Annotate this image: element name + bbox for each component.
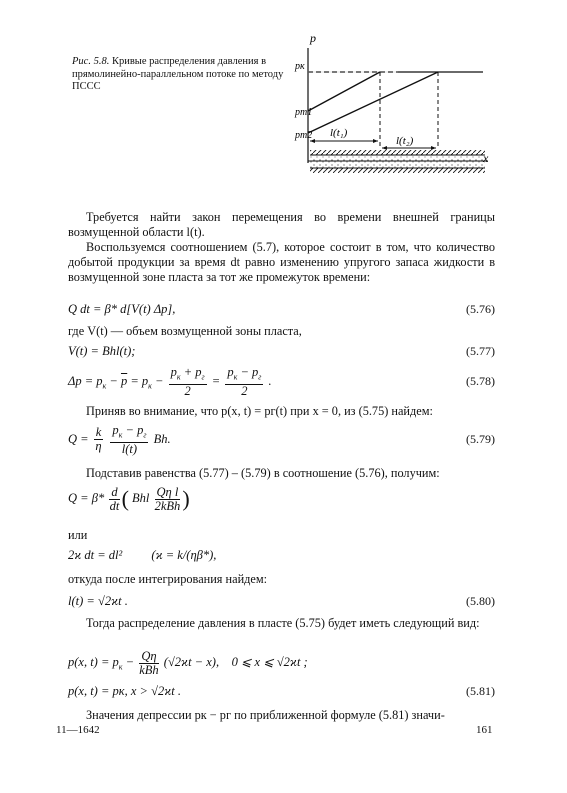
length-label-t2: l(t₂) — [396, 135, 414, 147]
paragraph-8: Значения депрессии pк − pг по приближенной формуле (5.81) значи- — [86, 708, 445, 722]
equation-5-81-body: p(x, t) = pк, x > √2ϰt . — [68, 684, 181, 698]
equation-5-77-body: V(t) = Bhl(t); — [68, 344, 136, 358]
footer-signature: 11—1642 — [56, 724, 100, 736]
profile-line-t2 — [308, 72, 438, 133]
equation-5-78-body: $\Delta p = p_к - \overline{p} = p_к$ − $\frac{p_к + p_г}{2}$ = $\frac{p_к - p_г}{2}$ . — [68, 365, 272, 398]
lower-boundary-hatch — [310, 168, 485, 173]
figure-caption — [72, 56, 290, 94]
paragraph-6: откуда после интегрирования найдем: — [68, 572, 268, 586]
equation-substitution: Q = β* $\frac{d}{dt}$ ( Bhl $\frac{\text{Qη l}}{\text{2kBh}}$ ) — [68, 485, 190, 513]
page-number: 161 — [476, 724, 493, 736]
equation-5-79-body: Q = $\frac{k}{\eta}$ $\frac{p_к - p_г}{l(t)}$ Bh. — [68, 423, 171, 456]
equation-5-76-body: Q dt = β* d[V(t) Δp], — [68, 302, 176, 316]
length-label-t1: l(t₁) — [330, 127, 348, 139]
equation-differential-body: 2ϰ dt = dl² — [68, 548, 123, 562]
equation-5-81-case2 — [68, 684, 495, 699]
equation-5-76-number: (5.76) — [466, 302, 495, 316]
equation-differential-note: (ϰ = k/(ηβ*), — [151, 548, 217, 562]
paragraph-2: Воспользуемся соотношением (5.7), которое состоит в том, что количество добытой продукции за время dt равно изменению упругого запаса жидкости в возмущенной зоне пласта за тот же промежуток времени: — [68, 240, 495, 284]
porous-layer — [310, 156, 485, 168]
upper-boundary-hatch — [310, 150, 485, 155]
equation-5-79 — [68, 424, 495, 456]
equation-5-80-number: (5.80) — [466, 594, 495, 608]
paragraph-1: Требуется найти закон перемещения во времени внешней границы возмущенной области l(t). — [68, 210, 495, 239]
paragraph-5: Подставив равенства (5.77) – (5.79) в соотношение (5.76), получим: — [86, 466, 440, 480]
figure-caption-text: Кривые распределения давления в прямолинейно-параллельном потоке по методу ПССС — [72, 56, 284, 92]
pressure-distribution-figure — [288, 28, 503, 183]
x-axis-label: x — [483, 151, 489, 165]
paragraph-4: Приняв во внимание, что p(x, t) = pг(t) при x = 0, из (5.75) найдем: — [86, 404, 433, 418]
equation-5-78 — [68, 366, 495, 398]
equation-5-76 — [68, 302, 495, 317]
tick-pt2: pт2 — [295, 130, 313, 141]
tick-pk: pк — [295, 61, 305, 72]
equation-5-77 — [68, 344, 495, 359]
equation-5-81-case1: p(x, $t) = p_к$ − $\frac{Q\eta}{\text{kBh}}$ (√2ϰt − x), 0 ⩽ x ⩽ √2ϰt ; — [68, 649, 308, 677]
equation-5-78-number: (5.78) — [466, 374, 495, 388]
paragraph-7: Тогда распределение давления в пласте (5.75) будет иметь следующий вид: — [86, 616, 480, 630]
equation-5-80-body: l(t) = √2ϰt . — [68, 594, 128, 608]
equation-5-77-number: (5.77) — [466, 344, 495, 358]
text-or: или — [68, 528, 88, 542]
paragraph-3: где V(t) — объем возмущенной зоны пласта, — [68, 324, 302, 338]
equation-differential — [68, 548, 495, 563]
equation-5-79-number: (5.79) — [466, 432, 495, 446]
equation-5-81-number: (5.81) — [466, 684, 495, 698]
tick-pt1: pт1 — [295, 107, 313, 118]
y-axis-label: p — [310, 31, 316, 45]
figure-caption-label: Рис. 5.8. — [72, 56, 110, 67]
profile-line-t1 — [308, 72, 380, 111]
equation-5-80 — [68, 594, 495, 609]
